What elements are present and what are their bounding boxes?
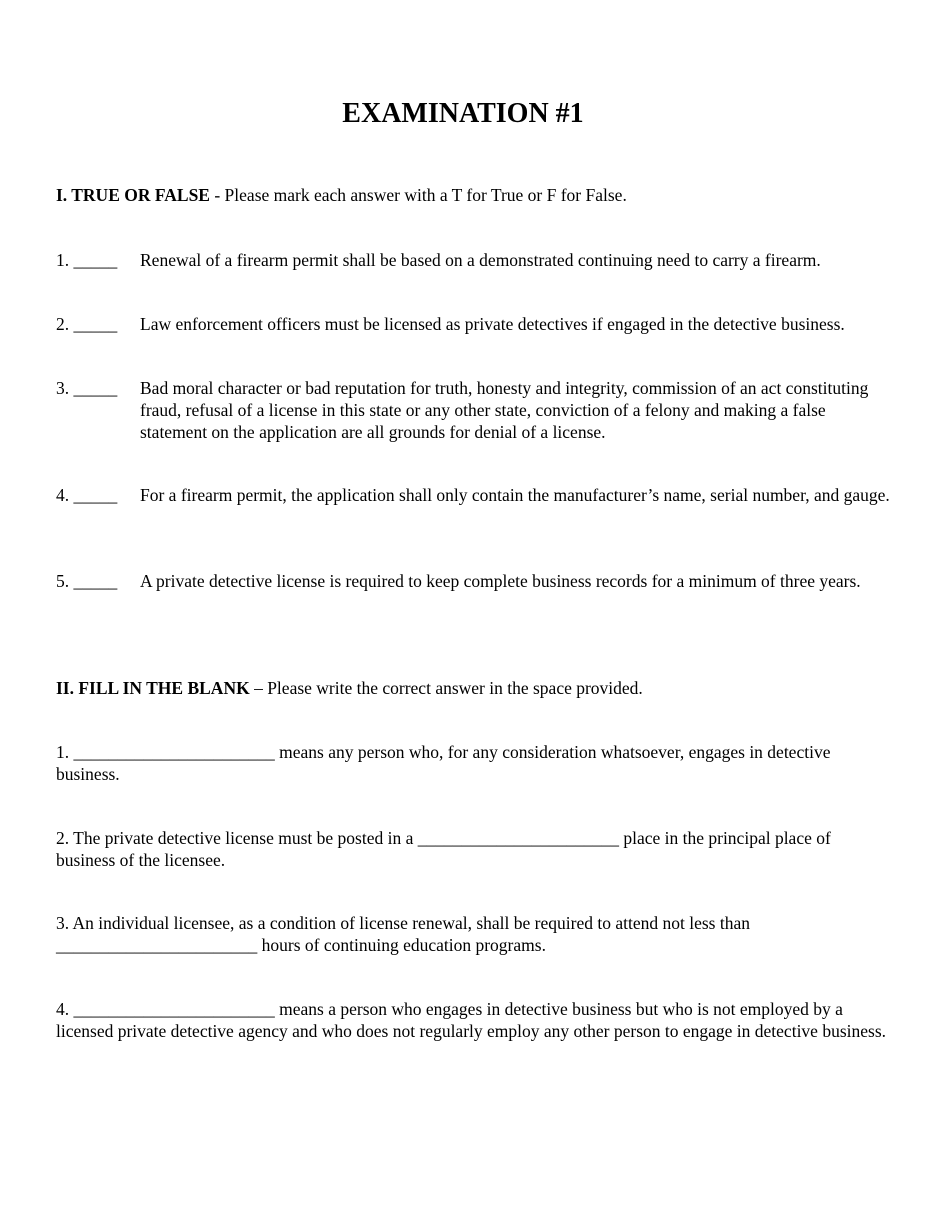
fill-blank-item-1: 1. _______________________ means any person who, for any consideration whatsoever, engages in detective business. [56,742,831,784]
section-fill-blank-heading [56,677,906,699]
answer-blank[interactable]: _____ [73,250,118,270]
fill-blank-item-2: 2. The private detective license must be posted in a _______________________ place in the principal place of business of the licensee. [56,828,831,870]
answer-blank[interactable]: _____ [73,314,118,334]
section-true-false-heading [56,184,906,206]
item-statement: Renewal of a firearm permit shall be based on a demonstrated continuing need to carry a firearm. [140,250,821,270]
fill-blank-item-4: 4. _______________________ means a person who engages in detective business but who is not employed by a licensed private detective agency and who does not regularly employ any other person to engage in detective business. [56,999,887,1041]
item-number: 4. _____ [56,485,118,505]
answer-blank[interactable]: _____ [73,378,118,398]
section-fill-blank-title: II. FILL IN THE BLANK [56,678,250,698]
item-number: 3. _____ [56,378,118,398]
item-statement: A private detective license is required to keep complete business records for a minimum of three years. [140,571,861,591]
answer-blank[interactable]: _____ [73,571,118,591]
page-title: EXAMINATION #1 [342,98,584,129]
section-fill-blank-instruction: – Please write the correct answer in the space provided. [249,678,643,698]
item-number: 1. _____ [56,250,118,270]
section-true-false-instruction: - Please mark each answer with a T for True or F for False. [209,185,627,205]
answer-blank[interactable]: _____ [73,485,118,505]
section-true-false-title: I. TRUE OR FALSE [56,185,210,205]
fill-blank-item-3: 3. An individual licensee, as a condition of license renewal, shall be required to attend not less than _______________________ hours of continuing education programs. [56,913,750,955]
item-number: 5. _____ [56,571,118,591]
item-number: 2. _____ [56,314,118,334]
item-statement: For a firearm permit, the application shall only contain the manufacturer’s name, serial number, and gauge. [140,485,890,505]
item-statement: Bad moral character or bad reputation for truth, honesty and integrity, commission of an act constituting fraud, refusal of a license in this state or any other state, conviction of a felony and making a false statement on the application are all grounds for denial of a license. [140,378,869,442]
item-statement: Law enforcement officers must be licensed as private detectives if engaged in the detective business. [140,314,845,334]
